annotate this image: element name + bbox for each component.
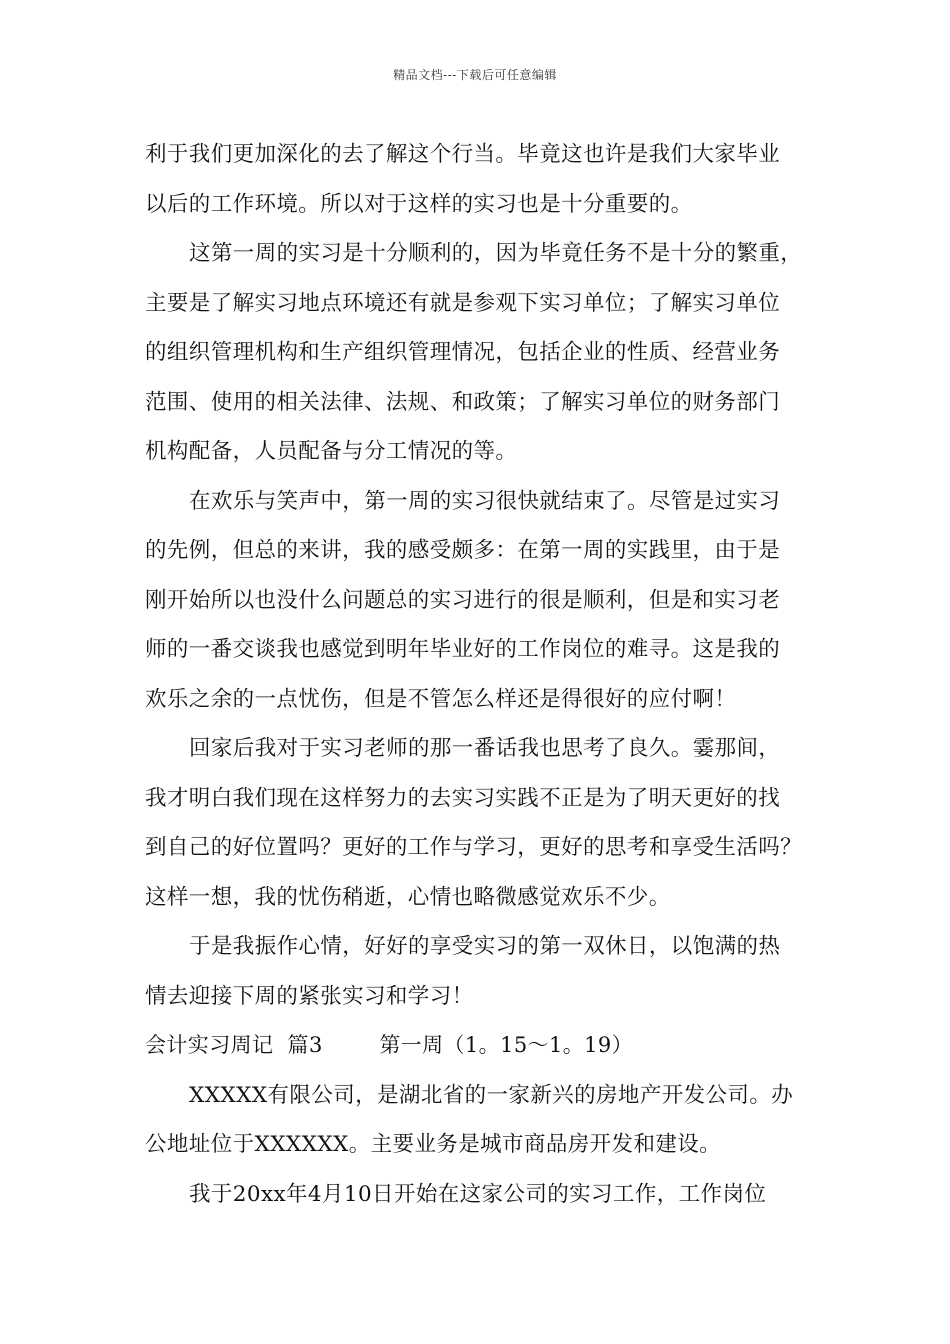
section-heading: 会计实习周记 篇3 第一周（1。15～1。19） xyxy=(145,1033,634,1057)
text-line: 师的一番交谈我也感觉到明年毕业好的工作岗位的难寻。这是我的 xyxy=(145,637,781,662)
text-line: 以后的工作环境。所以对于这样的实习也是十分重要的。 xyxy=(145,191,693,217)
text-line: 的组织管理机构和生产组织管理情况，包括企业的性质、经营业务 xyxy=(145,340,781,365)
text-line: 范围、使用的相关法律、法规、和政策；了解实习单位的财务部门 xyxy=(145,389,781,415)
text-line: 利于我们更加深化的去了解这个行当。毕竟这也许是我们大家毕业 xyxy=(145,142,781,167)
text-line: 的先例，但总的来讲，我的感受颇多：在第一周的实践里，由于是 xyxy=(145,538,781,563)
paragraph-start-line: 回家后我对于实习老师的那一番话我也思考了良久。霎那间， xyxy=(189,736,781,761)
text-line: 机构配备，人员配备与分工情况的等。 xyxy=(145,439,518,464)
paragraph-start-line: 于是我振作心情，好好的享受实习的第一双休日，以饱满的热 xyxy=(189,934,781,959)
page-header: 精品文档---下载后可任意编辑 xyxy=(393,68,557,82)
text-line: 主要是了解实习地点环境还有就是参观下实习单位；了解实习单位 xyxy=(145,290,781,316)
text-line: 欢乐之余的一点忧伤，但是不管怎么样还是得很好的应付啊！ xyxy=(145,686,737,712)
paragraph-start-line: 在欢乐与笑声中，第一周的实习很快就结束了。尽管是过实习 xyxy=(189,488,781,514)
text-line: 到自己的好位置吗？更好的工作与学习，更好的思考和享受生活吗？ xyxy=(145,835,803,860)
paragraph-start-line: XXXXX有限公司，是湖北省的一家新兴的房地产开发公司。办 xyxy=(189,1082,794,1108)
paragraph-start-line: 这第一周的实习是十分顺利的，因为毕竟任务不是十分的繁重， xyxy=(189,241,803,266)
text-line: 我才明白我们现在这样努力的去实习实践不正是为了明天更好的找 xyxy=(145,785,781,811)
document-body xyxy=(145,130,835,1219)
paragraph-start-line: 我于20xx年4月10日开始在这家公司的实习工作，工作岗位 xyxy=(189,1181,767,1207)
text-line: 刚开始所以也没什么问题总的实习进行的很是顺利，但是和实习老 xyxy=(145,587,781,613)
text-line: 情去迎接下周的紧张实习和学习！ xyxy=(145,983,474,1009)
text-line: 这样一想，我的忧伤稍逝，心情也略微感觉欢乐不少。 xyxy=(145,884,671,910)
text-line: 公地址位于XXXXXX。主要业务是城市商品房开发和建设。 xyxy=(145,1132,722,1157)
